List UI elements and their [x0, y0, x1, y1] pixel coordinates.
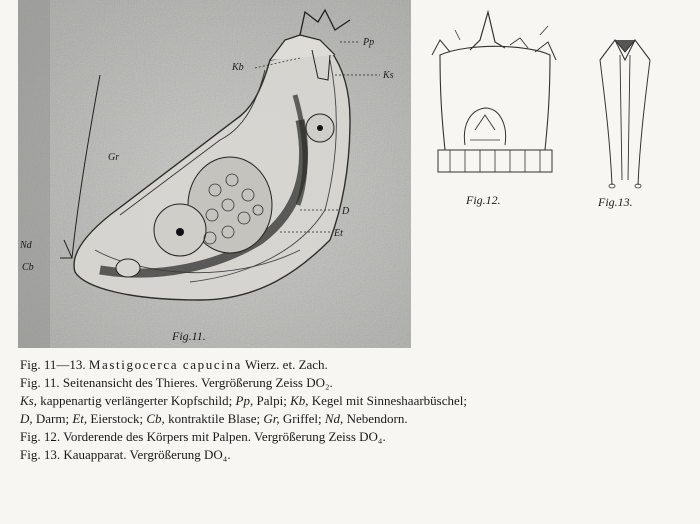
abbr-d: D, — [20, 411, 33, 426]
caption-line-6 — [20, 446, 690, 464]
caption-fig-range: Fig. 11—13. — [20, 357, 86, 372]
abbr-cb: Cb, — [146, 411, 165, 426]
abbr-ks-text: kappenartig verlängerter Kopfschild; — [40, 393, 233, 408]
abbr-cb-text: kontraktile Blase; — [168, 411, 261, 426]
caption-fig12-text: Vorderende des Körpers mit Palpen. Vergrößerung Zeiss DO₄. — [63, 429, 386, 444]
label-nd: Nd — [20, 240, 32, 251]
caption-fig13-prefix: Fig. 13. — [20, 447, 61, 462]
label-gr: Gr — [108, 152, 120, 163]
label-pp: Pp — [363, 37, 375, 48]
abbr-et: Et, — [72, 411, 88, 426]
caption-fig11-text: Seitenansicht des Thieres. Vergrößerung Zeiss DO₂. — [62, 375, 333, 390]
label-kb: Kb — [232, 62, 244, 73]
caption-authors: Wierz. et. Zach. — [244, 357, 328, 372]
abbr-pp: Pp, — [235, 393, 254, 408]
fig11-contractile-bladder — [116, 259, 140, 277]
caption-fig11-prefix: Fig. 11. — [20, 375, 60, 390]
fig12-mastax — [464, 108, 505, 145]
caption-line-4 — [20, 410, 690, 428]
abbr-nd: Nd, — [324, 411, 344, 426]
abbr-nd-text: Nebendorn. — [346, 411, 408, 426]
fig11 — [18, 0, 411, 348]
abbr-gr: Gr, — [263, 411, 280, 426]
abbr-kb-text: Kegel mit Sinneshaarbüschel; — [311, 393, 467, 408]
abbr-d-text: Darm; — [35, 411, 70, 426]
caption-species: Mastigocerca capucina — [88, 357, 242, 372]
fig13-caption: Fig.13. — [598, 195, 633, 209]
abbr-kb: Kb, — [290, 393, 309, 408]
abbr-gr-text: Griffel; — [282, 411, 322, 426]
label-et: Et — [334, 228, 343, 239]
caption-line-2 — [20, 374, 690, 392]
label-ks: Ks — [383, 70, 394, 81]
plate-caption — [20, 356, 690, 464]
fig11-caption: Fig.11. — [172, 329, 206, 343]
fig12-caption: Fig.12. — [466, 193, 501, 207]
caption-line-3 — [20, 392, 690, 410]
abbr-ks: Ks, — [20, 393, 37, 408]
fig12-collar — [438, 150, 552, 172]
fig12 — [432, 12, 556, 207]
caption-fig12-prefix: Fig. 12. — [20, 429, 61, 444]
caption-line-1 — [20, 356, 690, 374]
fig13 — [597, 40, 650, 209]
fig12-head-outline — [440, 46, 550, 150]
abbr-pp-text: Palpi; — [256, 393, 287, 408]
label-d: D — [342, 206, 350, 217]
caption-fig13-text: Kauapparat. Vergrößerung DO₄. — [63, 447, 231, 462]
caption-line-5 — [20, 428, 690, 446]
label-cb: Cb — [22, 262, 34, 273]
abbr-et-text: Eierstock; — [90, 411, 144, 426]
